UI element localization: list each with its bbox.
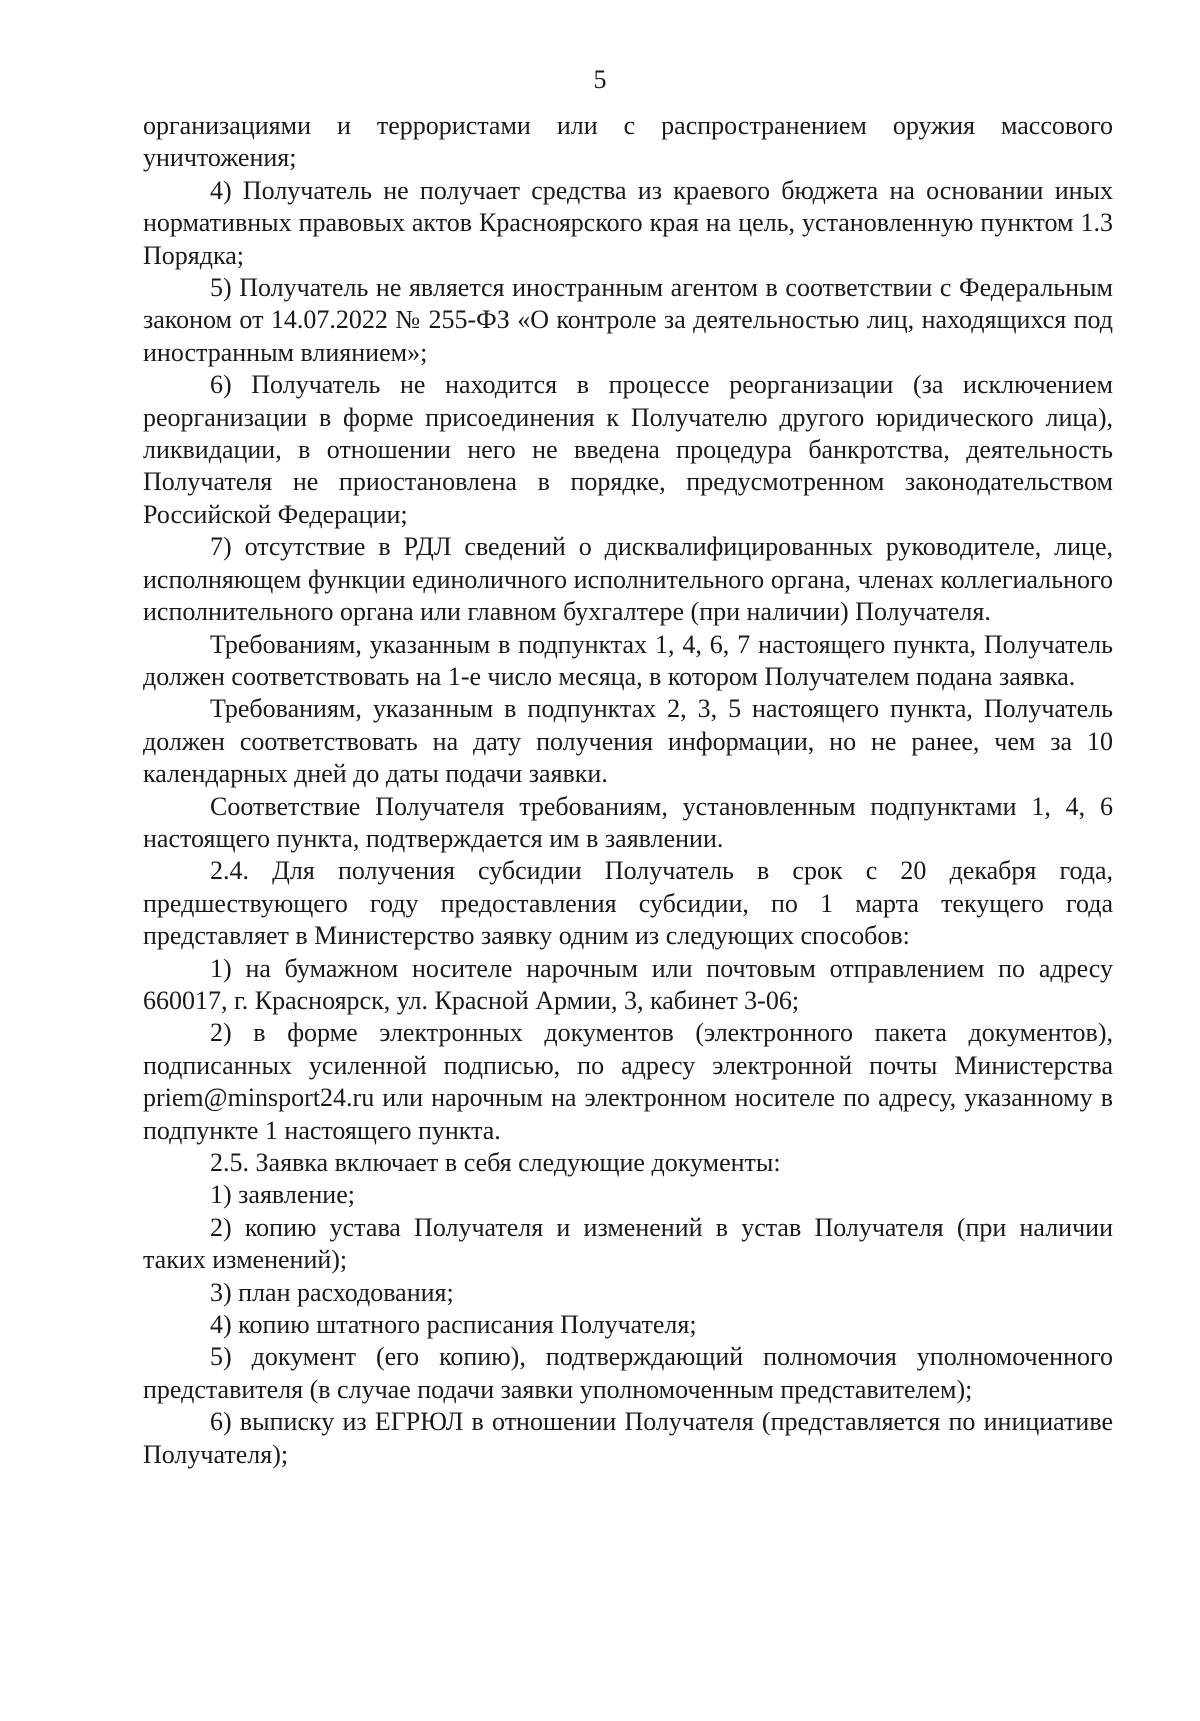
paragraph-requirements-2: Требованиям, указанным в подпунктах 2, 3, 5 настоящего пункта, Получатель должен соответствовать на дату получения информации, но не ранее, чем за 10 календарных дней до даты подачи заявки. xyxy=(143,694,1113,789)
paragraph-doc-6: 6) выписку из ЕГРЮЛ в отношении Получателя (представляется по инициативе Получателя); xyxy=(143,1407,1113,1469)
paragraph-method-2: 2) в форме электронных документов (электронного пакета документов), подписанных усиленной подписью, по адресу электронной почты Министерства priem@minsport24.ru или нарочным на электронном носителе по адресу, указанному в подпункте 1 настоящего пункта. xyxy=(143,1018,1113,1145)
paragraph-section-2-4: 2.4. Для получения субсидии Получатель в срок с 20 декабря года, предшествующего году предоставления субсидии, по 1 марта текущего года представляет в Министерство заявку одним из следующих способов: xyxy=(143,856,1113,951)
page-number: 5 xyxy=(593,65,607,94)
paragraph-item-6: 6) Получатель не находится в процессе реорганизации (за исключением реорганизации в форме присоединения к Получателю другого юридического лица), ликвидации, в отношении него не введена процедура банкротства, деятельность Получателя не приостановлена в порядке, предусмотренном законодательством Российской Федерации; xyxy=(143,370,1113,529)
paragraph-compliance: Соответствие Получателя требованиям, установленным подпунктами 1, 4, 6 настоящего пункта, подтверждается им в заявлении. xyxy=(143,791,1113,853)
paragraph-section-2-5: 2.5. Заявка включает в себя следующие документы: xyxy=(210,1148,781,1177)
paragraph-item-4: 4) Получатель не получает средства из краевого бюджета на основании иных нормативных правовых актов Красноярского края на цель, установленную пунктом 1.3 Порядка; xyxy=(143,175,1113,270)
paragraph-item-5: 5) Получатель не является иностранным агентом в соответствии с Федеральным законом от 14.07.2022 № 255-ФЗ «О контроле за деятельностью лиц, находящихся под иностранным влиянием»; xyxy=(143,273,1113,367)
paragraph-item-7: 7) отсутствие в РДЛ сведений о дисквалифицированных руководителе, лице, исполняющем функции единоличного исполнительного органа, членах коллегиального исполнительного органа или главном бухгалтере (при наличии) Получателя. xyxy=(143,532,1113,627)
paragraph-doc-5: 5) документ (его копию), подтверждающий полномочия уполномоченного представителя (в случае подачи заявки уполномоченным представителем); xyxy=(143,1342,1113,1404)
paragraph-doc-3: 3) план расходования; xyxy=(210,1277,454,1307)
document-body xyxy=(143,110,1113,1471)
paragraph-continuation: организациями и террористами или с распространением оружия массового уничтожения; xyxy=(143,111,1113,173)
paragraph-doc-2: 2) копию устава Получателя и изменений в устав Получателя (при наличии таких изменений); xyxy=(143,1212,1113,1275)
paragraph-requirements-1: Требованиям, указанным в подпунктах 1, 4, 6, 7 настоящего пункта, Получатель должен соответствовать на 1-е число месяца, в котором Получателем подана заявка. xyxy=(143,629,1113,691)
paragraph-doc-4: 4) копию штатного расписания Получателя; xyxy=(210,1310,697,1340)
paragraph-doc-1: 1) заявление; xyxy=(210,1180,355,1210)
paragraph-method-1: 1) на бумажном носителе нарочным или почтовым отправлением по адресу 660017, г. Красноярск, ул. Красной Армии, 3, кабинет 3-06; xyxy=(143,953,1113,1015)
